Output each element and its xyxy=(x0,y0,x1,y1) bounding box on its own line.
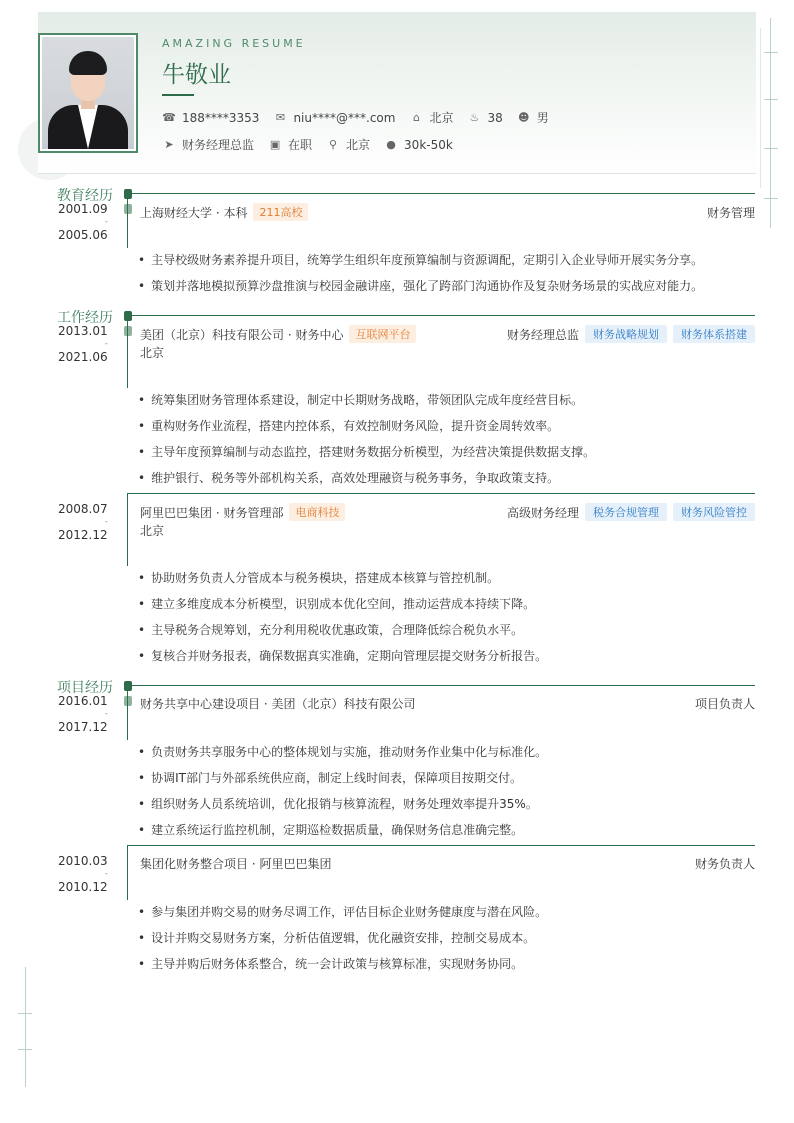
work-entry-head xyxy=(140,503,755,521)
industry-tag: 互联网平台 xyxy=(349,325,416,343)
location-pin-icon: ⚲ xyxy=(329,138,338,151)
timeline-line xyxy=(127,315,128,388)
work-entry-head xyxy=(140,325,755,343)
skill-tag: 财务战略规划 xyxy=(585,325,667,343)
entry-date-range xyxy=(58,694,108,734)
list-item: • 建立系统运行监控机制，定期巡检数据质量，确保财务信息准确完整。 xyxy=(138,823,758,849)
gender: 男 xyxy=(536,111,549,125)
project-role: 项目负责人 xyxy=(694,697,755,711)
right-decorative-tick xyxy=(764,148,778,149)
profile-photo-image xyxy=(42,37,134,149)
school-tag: 211高校 xyxy=(253,203,308,221)
project-name: 集团化财务整合项目 · 阿里巴巴集团 xyxy=(140,857,332,871)
contact-info-row xyxy=(162,109,563,126)
end-date: 2005.06 xyxy=(58,228,108,242)
list-item: • 负责财务共享服务中心的整体规划与实施，推动财务作业集中化与标准化。 xyxy=(138,745,758,771)
timeline-line xyxy=(127,845,128,900)
work-bullets xyxy=(138,571,758,675)
entry-date-range xyxy=(58,502,108,542)
list-item: • 策划并落地模拟预算沙盘推演与校园金融讲座，强化了跨部门沟通协作及复杂财务场景的实战应对能力。 xyxy=(138,279,758,305)
cake-icon: ♨ xyxy=(469,111,480,124)
briefcase-icon: ▣ xyxy=(269,138,281,151)
phone-number: 188****3353 xyxy=(182,110,260,125)
list-item: • 建立多维度成本分析模型，识别成本优化空间，推动运营成本持续下降。 xyxy=(138,597,758,623)
date-separator: - xyxy=(104,869,108,879)
list-item: • 协助财务负责人分管成本与税务模块，搭建成本核算与管控机制。 xyxy=(138,571,758,597)
target-city-info xyxy=(326,136,370,153)
right-decorative-line-inner xyxy=(760,28,761,188)
list-item: • 主导年度预算编制与动态监控，搭建财务数据分析模型，为经营决策提供数据支撑。 xyxy=(138,445,758,471)
right-decorative-tick xyxy=(764,52,778,53)
list-item: • 主导税务合规筹划，充分利用税收优惠政策，合理降低综合税负水平。 xyxy=(138,623,758,649)
home-icon: ⌂ xyxy=(412,111,420,124)
section-divider xyxy=(127,315,755,316)
mail-icon: ✉ xyxy=(275,111,286,124)
target-position: 财务经理总监 xyxy=(182,138,255,152)
list-item: • 参与集团并购交易的财务尽调工作，评估目标企业财务健康度与潜在风险。 xyxy=(138,905,758,931)
project-role: 财务负责人 xyxy=(694,857,755,871)
email-info xyxy=(273,111,395,125)
entry-marker xyxy=(124,204,132,214)
job-title: 财务经理总监 xyxy=(506,327,579,342)
company-department: 美团（北京）科技有限公司 · 财务中心 xyxy=(140,327,344,342)
list-item: • 协调IT部门与外部系统供应商，制定上线时间表，保障项目按期交付。 xyxy=(138,771,758,797)
skill-tag: 财务体系搭建 xyxy=(673,325,755,343)
employment-status-info xyxy=(268,136,312,153)
project-entry-head xyxy=(140,695,755,712)
list-item: • 维护银行、税务等外部机构关系，高效处理融资与税务事务，争取政策支持。 xyxy=(138,471,758,497)
list-item: • 主导校级财务素养提升项目，统筹学生组织年度预算编制与资源调配，定期引入企业导师开展实务分享。 xyxy=(138,253,758,279)
list-item: • 主导并购后财务体系整合，统一会计政策与核算标准，实现财务协同。 xyxy=(138,957,758,983)
project-bullets xyxy=(138,745,758,849)
entry-date-range xyxy=(58,202,108,242)
entry-marker xyxy=(124,696,132,706)
list-item: • 复核合并财务报表，确保数据真实准确，定期向管理层提交财务分析报告。 xyxy=(138,649,758,675)
list-item: • 重构财务作业流程，搭建内控体系，有效控制财务风险，提升资金周转效率。 xyxy=(138,419,758,445)
project-name: 财务共享中心建设项目 · 美团（北京）科技有限公司 xyxy=(140,697,416,711)
salary-icon: ● xyxy=(386,138,396,151)
end-date: 2012.12 xyxy=(58,528,108,542)
list-item: • 设计并购交易财务方案，分析估值逻辑，优化融资安排，控制交易成本。 xyxy=(138,931,758,957)
industry-tag: 电商科技 xyxy=(289,503,345,521)
target-position-info xyxy=(162,136,254,153)
gender-icon: ☻ xyxy=(518,111,530,124)
end-date: 2010.12 xyxy=(58,880,108,894)
list-item: • 组织财务人员系统培训，优化报销与核算流程，财务处理效率提升35%。 xyxy=(138,797,758,823)
section-divider xyxy=(127,685,755,686)
age-info xyxy=(467,111,502,125)
section-marker xyxy=(124,311,132,321)
skill-tag: 税务合规管理 xyxy=(585,503,667,521)
left-decorative-line xyxy=(25,967,26,1087)
timeline-line xyxy=(127,493,128,566)
start-date: 2001.09 xyxy=(58,202,108,216)
section-marker xyxy=(124,189,132,199)
project-entry-head xyxy=(140,855,755,872)
resume-tagline: AMAZING RESUME xyxy=(162,37,306,50)
section-divider xyxy=(127,193,755,194)
section-title-projects: 项目经历 xyxy=(57,680,113,696)
start-date: 2008.07 xyxy=(58,502,108,516)
education-entry-head xyxy=(140,203,755,221)
profile-photo xyxy=(38,33,138,153)
right-decorative-tick xyxy=(764,99,778,100)
salary-info xyxy=(384,138,453,152)
city-info xyxy=(409,109,453,126)
left-decorative-tick xyxy=(18,1049,32,1050)
end-date: 2021.06 xyxy=(58,350,108,364)
entry-divider xyxy=(127,493,755,494)
resume-header xyxy=(38,12,756,174)
timeline-line xyxy=(127,193,128,248)
entry-date-range xyxy=(58,324,108,364)
work-bullets xyxy=(138,393,758,497)
right-decorative-tick xyxy=(764,198,778,199)
city: 北京 xyxy=(429,111,454,125)
start-date: 2010.03 xyxy=(58,854,108,868)
start-date: 2013.01 xyxy=(58,324,108,338)
phone-info xyxy=(162,111,259,125)
email-address: niu****@***.com xyxy=(293,110,396,125)
education-bullets xyxy=(138,253,758,305)
major: 财务管理 xyxy=(706,205,755,220)
phone-icon: ☎ xyxy=(162,111,176,124)
project-bullets xyxy=(138,905,758,983)
date-separator: - xyxy=(104,217,108,227)
timeline-line xyxy=(127,685,128,740)
employment-status: 在职 xyxy=(288,138,313,152)
job-title: 高级财务经理 xyxy=(506,505,579,520)
send-icon: ➤ xyxy=(164,138,174,151)
section-marker xyxy=(124,681,132,691)
date-separator: - xyxy=(104,517,108,527)
gender-info xyxy=(517,109,549,126)
right-decorative-line xyxy=(770,18,771,228)
job-intent-row xyxy=(162,136,467,153)
name-underline xyxy=(162,94,194,96)
company-department: 阿里巴巴集团 · 财务管理部 xyxy=(140,505,284,520)
end-date: 2017.12 xyxy=(58,720,108,734)
age: 38 xyxy=(487,110,503,125)
school-degree: 上海财经大学 · 本科 xyxy=(140,205,248,220)
section-title-education: 教育经历 xyxy=(57,188,113,204)
entry-divider xyxy=(127,845,755,846)
section-title-work: 工作经历 xyxy=(57,310,113,326)
entry-date-range xyxy=(58,854,108,894)
date-separator: - xyxy=(104,709,108,719)
expected-salary: 30k-50k xyxy=(404,137,453,152)
entry-marker xyxy=(124,326,132,336)
skill-tag: 财务风险管控 xyxy=(673,503,755,521)
start-date: 2016.01 xyxy=(58,694,108,708)
list-item: • 统筹集团财务管理体系建设，制定中长期财务战略，带领团队完成年度经营目标。 xyxy=(138,393,758,419)
date-separator: - xyxy=(104,339,108,349)
work-location: 北京 xyxy=(140,346,165,360)
target-city: 北京 xyxy=(346,138,371,152)
candidate-name: 牛敬业 xyxy=(162,62,231,88)
work-location: 北京 xyxy=(140,524,165,538)
left-decorative-tick xyxy=(18,1013,32,1014)
